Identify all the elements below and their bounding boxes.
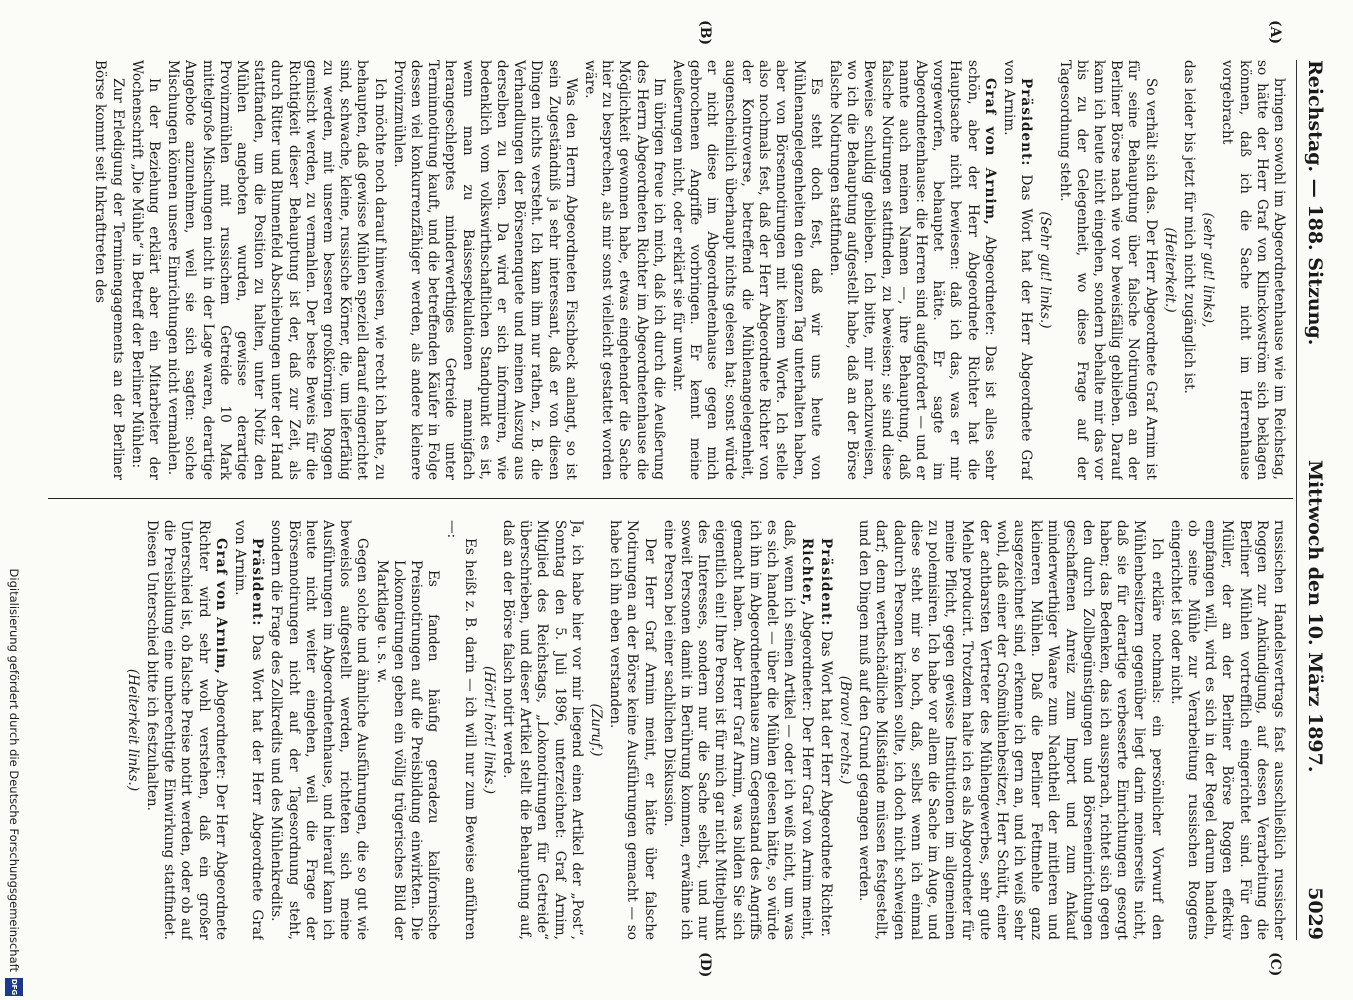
paragraph (1218, 60, 1287, 480)
page-footer (3, 6, 25, 996)
paragraph-text: (Heiterkeit.) (1161, 227, 1178, 313)
paragraph-text: Das Wort hat der Herr Abgeordnete Richter. (817, 630, 834, 937)
paragraph (855, 520, 1165, 940)
paragraph-text: Abgeordneter: Der Herr Abgeordnete Richter wird sehr wohl verstehen, daß ein großer Unterschied ist, ob falsche Preise notirt werden, oder ob auf die Preisbildung eine unberechtigte Einwirkung stattfindet. Diesen Unterschied bitte ich festzuhalten. (144, 520, 229, 940)
funding-note: Digitalisierung gefördert durch die Deutsche Forschungsgemeinschaft (7, 568, 21, 972)
right-column (47, 520, 1287, 940)
paragraph (817, 520, 834, 940)
paragraph-text: So verhält sich das. Der Herr Abgeordnete Graf Arnim ist für seine Behauptung über falsche Notirungen an der Berliner Börse nach wie vor beweisfällig geblieben. Darauf kann ich heute nicht eingehen, sondern behalte mir das vor bis zu der Gelegenheit, wo diese Frage auf der Tagesordnung steht. (1056, 60, 1159, 480)
paragraph (606, 520, 658, 940)
paragraph-text: Abgeordneter: Der Herr Graf von Arnim meint, daß, wenn ich seinen Artikel — oder ich weiß nicht, um was es sich handelt — über die Mühlen gelesen hätte, so würde ich ihn im Abgeordnetenhause zum Gegenstand des Angriffs gemacht haben. Aber Herr Graf Arnim, was bilden Sie sich eigentlich ein! Ihre Person ist für mich gar nicht Mittelpunkt des Interesses, sondern nur die Sache selbst, und nur soweit Personen damit in Berührung kommen, erwähne ich eine Person bei einer sachlichen Diskussion. (660, 520, 815, 940)
paragraph-text: Gegen solche und ähnliche Ausführungen, die so gut wie beweislos aufgestellt werden, richteten sich meine Ausführungen im Abgeordnetenhause, und hierauf kann ich heute nicht weiter eingehen, weil die Frage der Börsennotirungen nicht auf der Tagesordnung steht, sondern die Frage des Zollkredits und des Mühlenkredits. (268, 520, 371, 940)
speaker-name: Graf von Arnim, (212, 538, 229, 675)
stage-direction (480, 520, 497, 940)
paragraph-text: Im übrigen freue ich mich, daß ich durch die Aeußerung des Herrn Abgeordneten Richter im Abgeordnetenhause die Möglichkeit gewonnen habe, etwas eingehender die Sache hier zu besprechen, als mir sonst vielleicht gestattet worden wäre. (582, 60, 667, 480)
speaker-name: Richter, (798, 538, 815, 607)
paragraph-text: Das Wort hat der Herr Abgeordnete Graf von Arnim. (1000, 60, 1035, 480)
paragraph-text: Zur Erledigung der Terminengagements an der Berliner Börse kommt seit Inkrafttreten des (92, 60, 126, 480)
speaker-name: Graf von Arnim, (981, 78, 998, 226)
paragraph (1000, 60, 1034, 480)
margin-mark-a: (A) (1267, 20, 1283, 45)
header-left: Reichstag. — 188. Sitzung. (1304, 60, 1326, 346)
paragraph (669, 60, 824, 480)
paragraph-text: (Heiterkeit links.) (124, 668, 141, 792)
paragraph-text: Der Herr Graf Arnim meint, er hätte über falsche Notirungen an der Börse keine Ausführungen gemacht — so habe ich ihn eben verstanden. (607, 520, 658, 940)
paragraph-text: Ich möchte noch darauf hinweisen, wie recht ich hatte, zu behaupten, daß gewisse Mühlen speziell darauf eingerichtet sind, schwache, kleine, russische Körner, die, um lieferfähig zu werden, mit unserem besseren großkörnigen Roggen gemischt werden, zu vermahlen. Der beste Beweis für die Richtigkeit dieser Behauptung ist der, daß zur Zeit, als durch Ritter und Blumenfeld Abschiebungen unter der Hand stattfanden, um die Position zu halten, unter Notiz den Mühlen angeboten wurden, gewisse derartige Provinzmühlen mit russischem Getreide 10 Mark mittelgroße Mischungen nicht in der Lage waren, derartige Angebote anzunehmen, weil sie sich sagten: solche Mischungen können unsere Einrichtungen nicht vermahlen. (165, 60, 388, 480)
paragraph-text: das leider bis jetzt für mich nicht zugänglich ist. (1180, 60, 1197, 394)
paragraph (164, 60, 388, 480)
paragraph-text: (Zuruf.) (588, 703, 605, 757)
paragraph-text: russischen Handelsvertrags fast ausschließlich russischer Roggen zur Ankündigung, auf dessen Verarbeitung die Berliner Mühlen vortrefflich eingerichtet sind. Für den Müller, der an der Berliner Börse Roggen effektiv empfangen will, wird es sich in der Regel darum handeln, ob seine Mühle zur Verarbeitung russischen Roggens eingerichtet ist oder nicht. (1167, 520, 1287, 940)
paragraph-text: bringen sowohl im Abgeordnetenhause wie im Reichstag, so hätte der Herr Graf von Klinckowström sich beklagen können, daß ich die Sache nicht im Herrenhause vorgebracht (1219, 60, 1287, 480)
paragraph (128, 60, 162, 480)
paragraph-text: Es heißt z. B. darin — ich will nur zum Beweise anführen —: (444, 520, 478, 940)
speaker-name: Präsident: (249, 538, 266, 627)
paragraph (1180, 60, 1197, 480)
paragraph-text: Ich erkläre nochmals: ein persönlicher Vorwurf den Mühlenbesitzern gegenüber liegt darin meinerseits nicht, daß sie für derartige verbesserte Einrichtungen gesorgt haben; das Bedenken, das ich aussprach, richtet sich gegen den durch Zollbegünstigungen und Börseneinrichtungen geschaffenen Anreiz zum Import und zum Ankauf minderwerthiger Waare zum Nachtheil der mittleren und kleineren Mühlen. Daß die Berliner Fettmehle ganz ausgezeichnet sind, erkenne ich gern an, und ich weiß sehr wohl, daß einer der Großmühlenbesitzer, Herr Schütt, einer der achtbarsten Vertreter des Mühlengewerbes, sehr gute Mehle producirt. Trotzdem halte ich es als Abgeordneter für meine Pflicht, gegen gewisse Institutionen im allgemeinen zu polemisiren. Ich habe vor allem die Sache im Auge, und diese steht mir so hoch, daß, selbst wenn ich einmal dadurch Personen kränken sollte, ich doch nicht schweigen darf; denn werthschädliche Mißstände müssen festgestellt, und den Dingen muß auf den Grund gegangen werden. (856, 520, 1165, 940)
paragraph (499, 520, 585, 940)
margin-mark-b: (B) (697, 20, 713, 46)
header-center: Mittwoch den 10. März 1897. (1304, 459, 1326, 773)
paragraph (1055, 60, 1158, 480)
paragraph (443, 520, 477, 940)
left-column (47, 60, 1287, 480)
paragraph (390, 60, 579, 480)
paragraph (581, 60, 667, 480)
stage-direction (587, 520, 604, 940)
paragraph-text: Ja, ich habe hier vor mir liegend einen Artikel der „Post“, Sonntag den 5. Juli 1896, unterzeichnet: Graf Arnim, Mitglied des Reichstags, „Lokonotirungen für Getreide“ überschrieben, und dieser Artikel stellt die Behauptung auf, daß an der Börse falsch notirt werde. (500, 520, 585, 940)
paragraph-text: Das Wort hat der Herr Abgeordnete Graf von Arnim. (232, 520, 266, 940)
paragraph (826, 60, 998, 480)
paragraph (1167, 520, 1287, 940)
paragraph-text: (Hört! hört! links.) (480, 665, 497, 795)
speaker-name: Präsident: (1018, 78, 1035, 167)
paragraph-text: (Bravo! rechts.) (836, 675, 853, 785)
speaker-name: Präsident: (817, 538, 834, 627)
paragraph-text: (Sehr gut! links.) (1037, 211, 1054, 329)
stage-direction (124, 520, 141, 940)
paragraph (143, 520, 229, 940)
paragraph-text: Es fanden häufig geradezu kalifornische Preisnotirungen auf die Preisbildung einwirkten. Die Lokonotirungen geben ein völlig trügerisches Bild der Marktlage u. s. w. (373, 560, 442, 940)
stage-direction (1199, 60, 1216, 480)
stage-direction (1036, 60, 1053, 480)
paragraph (231, 520, 265, 940)
page-number: 5029 (1304, 887, 1326, 940)
paragraph (660, 520, 815, 940)
margin-mark-d: (D) (697, 952, 713, 978)
column-divider (48, 498, 1293, 499)
paragraph (267, 520, 370, 940)
stage-direction (1161, 60, 1178, 480)
paragraph-text: In der Beziehung erklärt aber ein Mitarbeiter der Wochenschrift „Die Mühle“ in Betreff der Berliner Mühlen: (128, 60, 162, 480)
paragraph (372, 520, 441, 940)
paragraph-text: Es steht doch fest, daß wir uns heute von Mühlenangelegenheiten den ganzen Tag unterhalten haben, aber von Börsennotirungen mit keinem Worte. Ich stelle also nochmals fest, daß der Herr Abgeordnete Richter von der Kontroverse, betreffend die Mühlenangelegenheit, augenscheinlich überhaupt nichts gelesen hat; sonst würde er nicht diese im Abgeordnetenhause gegen mich gebrochenen Angriffe vorbringen. Er kennt meine Aeußerungen nicht, oder erklärt sie für unwahr. (670, 60, 824, 480)
paragraph-text: (sehr gut! links), (1200, 212, 1217, 328)
paragraph-text: Was den Herrn Abgeordneten Fischbeck anlangt, so ist sein Zugeständniß ja sehr interessant, daß er von diesen Dingen nichts versteht. Ich kann ihm nur rathen, z. B. die Verhandlungen der Börsenenquete und meinen Auszug aus derselben zu lesen. Da wird er sich informiren, wie bedenklich vom volkswirthschaftlichen Standpunkt es ist, wenn man zu Baissespekulationen mannigfach herangeschlepptes minderwerthiges Getreide unter Terminnotirung kauft, und die betreffenden Käufer in Folge dessen viel konkurrenzfähiger werden, als andere kleinere Provinzmühlen. (390, 60, 579, 480)
page-header (1296, 60, 1333, 940)
dfg-logo-icon: DFG (5, 978, 23, 996)
margin-mark-c: (C) (1267, 952, 1283, 977)
paragraph (91, 60, 125, 480)
paragraph-text: Abgeordneter: Das ist alles sehr schön, aber der Herr Abgeordnete Richter hat die Hauptsache nicht bewiesen: daß ich das, was er mir vorgeworfen, behauptet hätte. Er sagte im Abgeordnetenhause: die Herren sind aufgefordert — und er nannte auch meinen Namen —, ihre Behauptung, daß falsche Notirungen stattfinden, zu beweisen; sie sind diese Beweise schuldig geblieben. Ich bitte, mir nachzuweisen, wo ich die Behauptung aufgestellt habe, daß an der Börse falsche Notirungen stattfinden. (826, 60, 998, 480)
stage-direction (836, 520, 853, 940)
